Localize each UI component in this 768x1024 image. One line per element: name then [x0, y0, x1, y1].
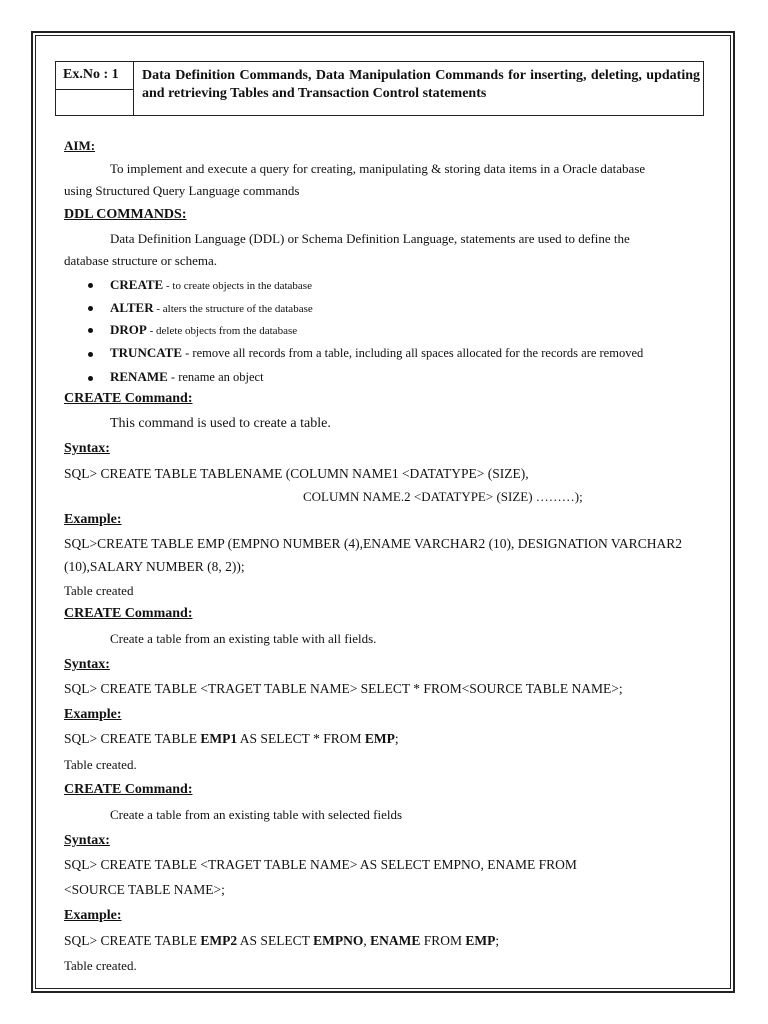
create-command-heading: CREATE Command:	[64, 782, 193, 797]
list-item: CREATE - to create objects in the database	[110, 277, 312, 292]
exercise-header-box	[55, 61, 704, 116]
bullet-icon	[88, 376, 93, 381]
list-item: RENAME - rename an object	[110, 369, 264, 384]
create-command-description: This command is used to create a table.	[110, 416, 331, 431]
aim-text-line1: To implement and execute a query for creating, manipulating & storing data items in a Oracle database	[110, 161, 646, 176]
exercise-title: Data Definition Commands, Data Manipulation Commands for inserting, deleting, updating and retrieving Tables and Transaction Control statements	[142, 68, 700, 101]
syntax-label: Syntax:	[64, 833, 110, 848]
example-label: Example:	[64, 512, 122, 527]
create-command-heading: CREATE Command:	[64, 391, 193, 406]
result-text: Table created.	[64, 757, 137, 772]
example-label: Example:	[64, 707, 122, 722]
example-line: (10),SALARY NUMBER (8, 2));	[64, 559, 245, 574]
bullet-icon	[88, 352, 93, 357]
bullet-icon	[88, 306, 93, 311]
example-line: SQL> CREATE TABLE EMP2 AS SELECT EMPNO, ENAME FROM EMP;	[64, 933, 500, 948]
example-label: Example:	[64, 908, 122, 923]
create-command-description: Create a table from an existing table with selected fields	[110, 807, 403, 822]
exno-cell-divider	[56, 89, 133, 90]
aim-heading: AIM:	[64, 138, 96, 153]
syntax-line: SQL> CREATE TABLE <TRAGET TABLE NAME> SELECT * FROM<SOURCE TABLE NAME>;	[64, 681, 623, 696]
syntax-line: SQL> CREATE TABLE <TRAGET TABLE NAME> AS SELECT EMPNO, ENAME FROM	[64, 857, 577, 872]
syntax-line: <SOURCE TABLE NAME>;	[64, 882, 225, 897]
list-item: DROP - delete objects from the database	[110, 322, 298, 337]
exercise-number: Ex.No : 1	[63, 67, 119, 82]
aim-text-line2: using Structured Query Language commands	[64, 183, 300, 198]
bullet-icon	[88, 328, 93, 333]
page-border-inner	[35, 35, 731, 989]
list-item: ALTER - alters the structure of the database	[110, 300, 313, 315]
bullet-icon	[88, 283, 93, 288]
syntax-label: Syntax:	[64, 657, 110, 672]
ddl-text-line1: Data Definition Language (DDL) or Schema Definition Language, statements are used to define the	[110, 231, 630, 246]
create-command-heading: CREATE Command:	[64, 606, 193, 621]
example-line: SQL>CREATE TABLE EMP (EMPNO NUMBER (4),ENAME VARCHAR2 (10), DESIGNATION VARCHAR2	[64, 536, 682, 551]
syntax-line: COLUMN NAME.2 <DATATYPE> (SIZE) ………);	[303, 489, 583, 504]
syntax-label: Syntax:	[64, 441, 110, 456]
ddl-heading: DDL COMMANDS:	[64, 207, 187, 222]
ddl-text-line2: database structure or schema.	[64, 253, 218, 268]
example-line: SQL> CREATE TABLE EMP1 AS SELECT * FROM EMP;	[64, 731, 399, 746]
syntax-line: SQL> CREATE TABLE TABLENAME (COLUMN NAME1 <DATATYPE> (SIZE),	[64, 466, 529, 481]
result-text: Table created	[64, 583, 134, 598]
result-text: Table created.	[64, 958, 137, 973]
create-command-description: Create a table from an existing table with all fields.	[110, 631, 377, 646]
list-item: TRUNCATE - remove all records from a table, including all spaces allocated for the records are removed	[110, 345, 644, 360]
